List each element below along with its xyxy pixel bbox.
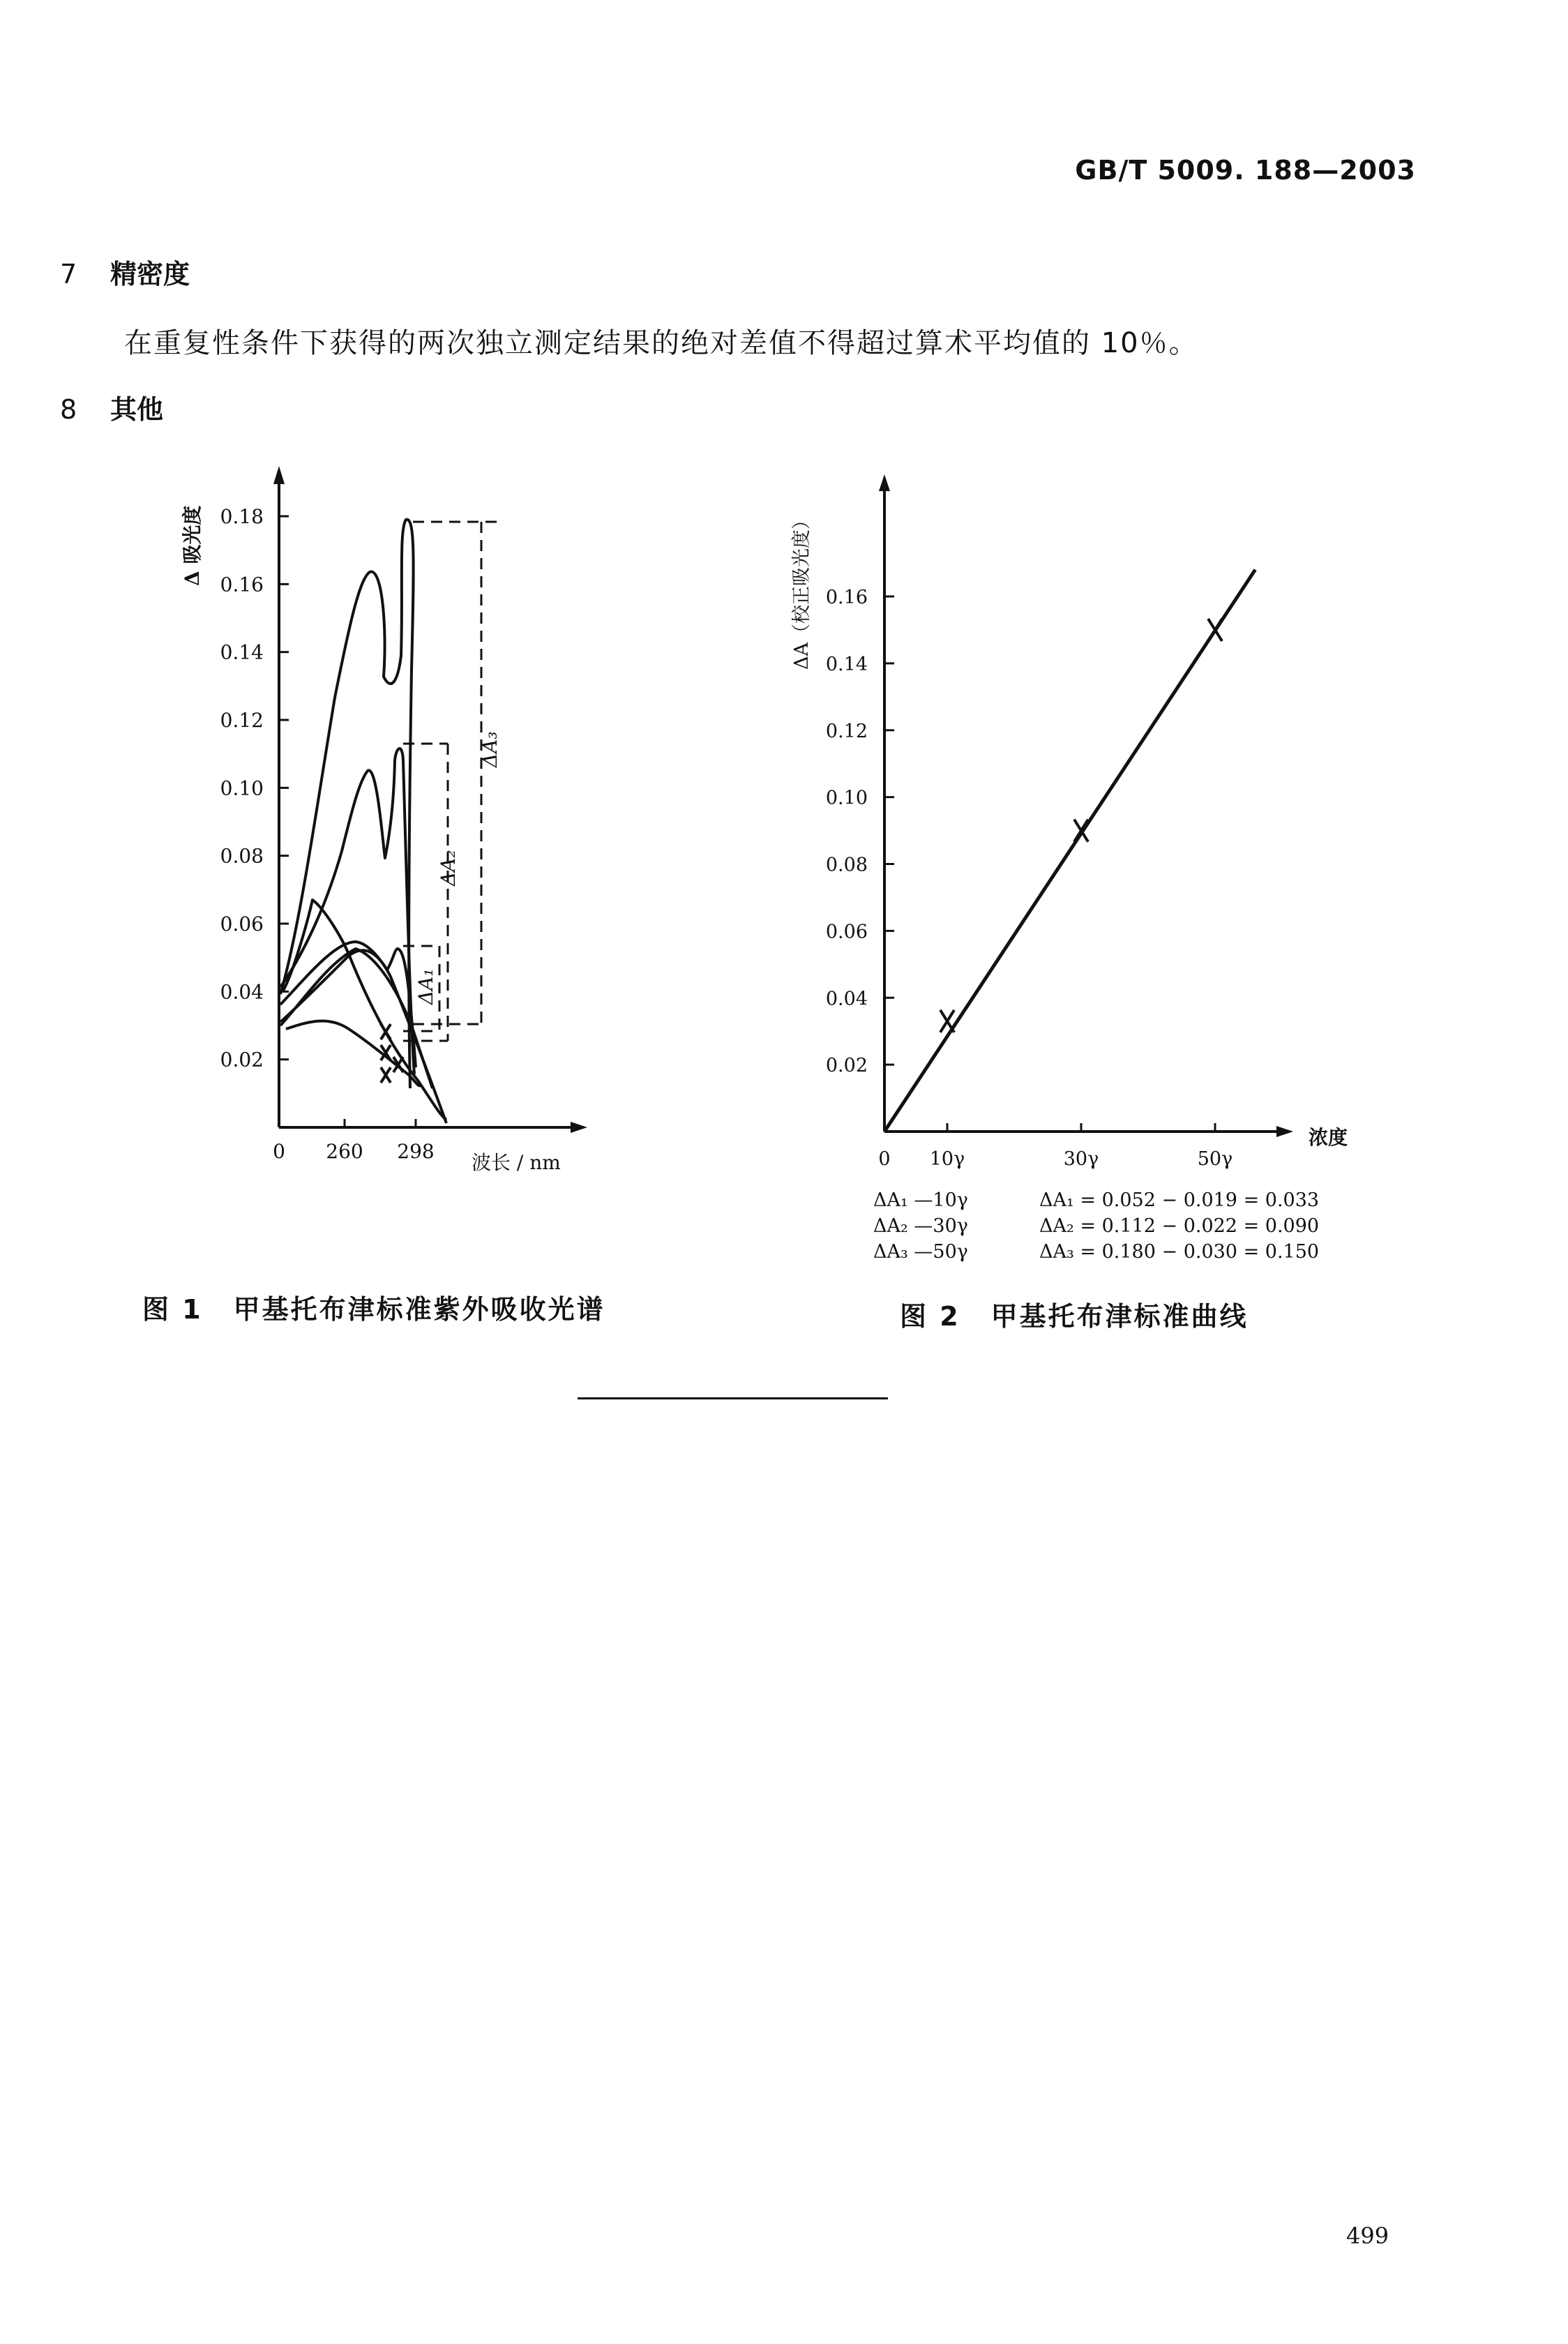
fig1-x-label: 波长 / nm — [472, 1151, 561, 1174]
section-7-title: 精密度 — [110, 259, 190, 290]
fig2-data-point — [1208, 619, 1222, 641]
fig2-y-tick-label: 0.06 — [825, 921, 868, 943]
fig1-y-arrow — [273, 466, 285, 484]
figure-1-caption-title: 甲基托布津标准紫外吸收光谱 — [233, 1294, 605, 1325]
fig1-x-arrow — [571, 1122, 587, 1133]
fig1-y-tick-label: 0.16 — [220, 573, 264, 596]
fig2-calibration-line — [884, 570, 1256, 1132]
page-number: 499 — [1346, 2223, 1389, 2249]
fig1-spectrum-curve-0c — [286, 1021, 421, 1085]
fig2-y-tick-label: 0.16 — [825, 587, 868, 608]
fig1-x-tick-label: 0 — [273, 1140, 285, 1163]
fig2-legend-equations — [1039, 1187, 1319, 1265]
fig2-legend-equation-3: ΔA₃ = 0.180 − 0.030 = 0.150 — [1039, 1241, 1320, 1263]
standard-number: GB/T 5009. 188—2003 — [1075, 155, 1416, 186]
section-7-number: 7 — [60, 259, 77, 290]
fig1-x-tick-label: 298 — [397, 1140, 435, 1163]
fig2-x-arrow — [1276, 1126, 1293, 1137]
fig2-legend-label-2: ΔA₂ —30γ — [873, 1215, 968, 1237]
figure-1-caption — [142, 1288, 605, 1326]
fig2-y-tick-label: 0.10 — [825, 787, 868, 809]
fig1-y-label: Δ 吸光度 — [181, 505, 204, 586]
fig2-data-point — [940, 1010, 954, 1032]
fig1-annotation-dA3: ΔA₃ — [478, 731, 502, 767]
fig2-x-tick-label: 50γ — [1197, 1148, 1233, 1170]
fig2-x-tick-label: 10γ — [929, 1148, 965, 1170]
fig2-legend-labels — [873, 1187, 968, 1265]
fig1-y-tick-label: 0.14 — [220, 640, 264, 664]
fig1-y-tick-label: 0.18 — [220, 505, 264, 528]
end-rule — [578, 1397, 888, 1399]
fig2-y-tick-label: 0.02 — [825, 1055, 868, 1077]
figure-2-caption-number: 图 2 — [900, 1301, 960, 1332]
fig1-y-tick-label: 0.12 — [220, 709, 264, 732]
fig1-y-tick-label: 0.02 — [220, 1048, 264, 1072]
fig1-y-tick-label: 0.08 — [220, 844, 264, 868]
fig1-spectrum-curve-0b — [283, 900, 446, 1120]
fig2-y-tick-label: 0.14 — [825, 653, 868, 675]
fig2-x-label: 浓度 — [1309, 1126, 1348, 1149]
fig2-y-tick-label: 0.08 — [825, 854, 868, 876]
fig1-annotation-dA1: ΔA₁ — [414, 968, 437, 1005]
fig1-y-tick-label: 0.06 — [220, 912, 264, 936]
fig2-y-tick-label: 0.04 — [825, 988, 868, 1010]
section-8-number: 8 — [60, 394, 77, 425]
section-7-body: 在重复性条件下获得的两次独立测定结果的绝对差值不得超过算术平均值的 10％。 — [124, 327, 1198, 359]
figure-1-caption-number: 图 1 — [142, 1294, 203, 1325]
fig2-y-arrow — [879, 474, 890, 491]
fig2-legend-equation-2: ΔA₂ = 0.112 − 0.022 = 0.090 — [1039, 1215, 1320, 1237]
section-8-title: 其他 — [110, 394, 164, 425]
fig1-x-tick-label: 260 — [326, 1140, 363, 1163]
figure-2-caption-title: 甲基托布津标准曲线 — [990, 1301, 1249, 1332]
fig2-legend-label-3: ΔA₃ —50γ — [873, 1241, 968, 1263]
fig2-y-label: ΔA（校正吸光度） — [791, 511, 813, 670]
fig1-annotation-dA2: ΔA₂ — [437, 850, 460, 886]
fig1-y-tick-label: 0.10 — [220, 776, 264, 800]
fig2-y-tick-label: 0.12 — [825, 720, 868, 742]
figure-2-caption — [900, 1295, 1249, 1333]
fig2-legend-equation-1: ΔA₁ = 0.052 − 0.019 = 0.033 — [1039, 1189, 1320, 1211]
fig2-x-tick-label: 30γ — [1063, 1148, 1099, 1170]
fig1-y-tick-label: 0.04 — [220, 980, 264, 1004]
fig2-data-point — [1074, 820, 1088, 842]
fig2-x-tick-label: 0 — [878, 1148, 891, 1170]
fig2-legend-label-1: ΔA₁ —10γ — [873, 1189, 968, 1211]
